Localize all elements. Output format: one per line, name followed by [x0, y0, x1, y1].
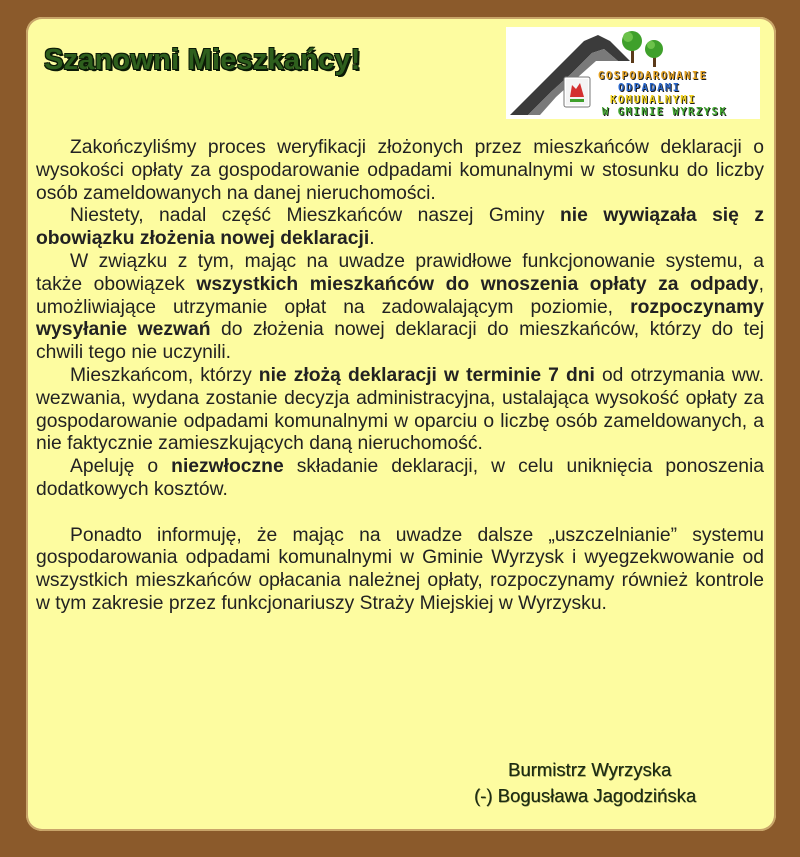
paragraph [36, 365, 764, 456]
paragraph-text: Ponadto informuję, że mając na uwadze dalsze „uszczelnianie” systemu gospodarowania odpadami komunalnymi w Gminie Wyrzysk i wyegzekwowanie od wszystkich mieszkańców opłacania należnej opłaty, rozpoczynamy również kontrole w tym zakresie przez funkcjonariuszy Straży Miejskiej w Wyrzysku. [36, 524, 764, 614]
emphasis-text: wszystkich mieszkańców do wnoszenia opłaty za odpady [196, 273, 759, 295]
paragraph-text: W związku z tym, mając na uwadze prawidłowe funkcjonowanie systemu, a także obowiązek [36, 250, 764, 295]
signature-role: Burmistrz Wyrzyska [508, 759, 672, 780]
logo-text-line-3: KOMUNALNYMI [610, 94, 697, 106]
paragraph-text: do złożenia nowej deklaracji do mieszkańców, którzy do tej chwili tego nie uczynili. [36, 319, 764, 364]
page-title: Szanowni Mieszkańcy! [44, 44, 361, 76]
paragraph-text: Mieszkańcom, którzy [70, 364, 259, 386]
logo-text-line-1: GOSPODAROWANIE [598, 70, 708, 82]
logo [506, 27, 760, 119]
logo-text-line-2: ODPADAMI [618, 82, 681, 94]
paragraph-spacer [36, 502, 764, 525]
paragraph-text: , umożliwiające utrzymanie opłat na zadowalającym poziomie, [36, 273, 764, 318]
logo-text-line-4: W GMINIE WYRZYSK [602, 106, 728, 118]
emphasis-text: nie złożą deklaracji w terminie 7 dni [258, 364, 595, 386]
paragraph-text: Niestety, nadal część Mieszkańców naszej Gminy [70, 205, 561, 227]
paragraph-text: . [369, 228, 375, 250]
emphasis-text: nie wywiązała się z obowiązku złożenia nowej deklaracji [36, 205, 764, 250]
paragraph [36, 205, 764, 251]
paragraph-text: składanie deklaracji, w celu uniknięcia ponoszenia dodatkowych kosztów. [36, 456, 764, 500]
emphasis-text: rozpoczynamy wysyłanie wezwań [36, 296, 764, 341]
notice-body [36, 137, 764, 616]
paragraph [36, 525, 764, 616]
emphasis-text: niezwłoczne [171, 456, 284, 478]
signature-name: (-) Bogusława Jagodzińska [474, 785, 697, 806]
paragraph [36, 456, 764, 502]
paragraph-text: od otrzymania ww. wezwania, wydana zostanie decyzja administracyjna, ustalająca wysokość opłaty za gospodarowanie odpadami komunalnymi w oparciu o liczbę osób zameldowanych, a nie faktycznie zamieszkujących daną nieruchomość. [36, 364, 764, 455]
paragraph-text: Apeluję o [70, 456, 172, 478]
paragraph [36, 251, 764, 365]
paragraph-text: Zakończyliśmy proces weryfikacji złożonych przez mieszkańców deklaracji o wysokości opłaty za gospodarowanie odpadami komunalnymi w stosunku do liczby osób zameldowanych na danej nieruchomości. [36, 137, 764, 204]
paragraph [36, 137, 764, 205]
